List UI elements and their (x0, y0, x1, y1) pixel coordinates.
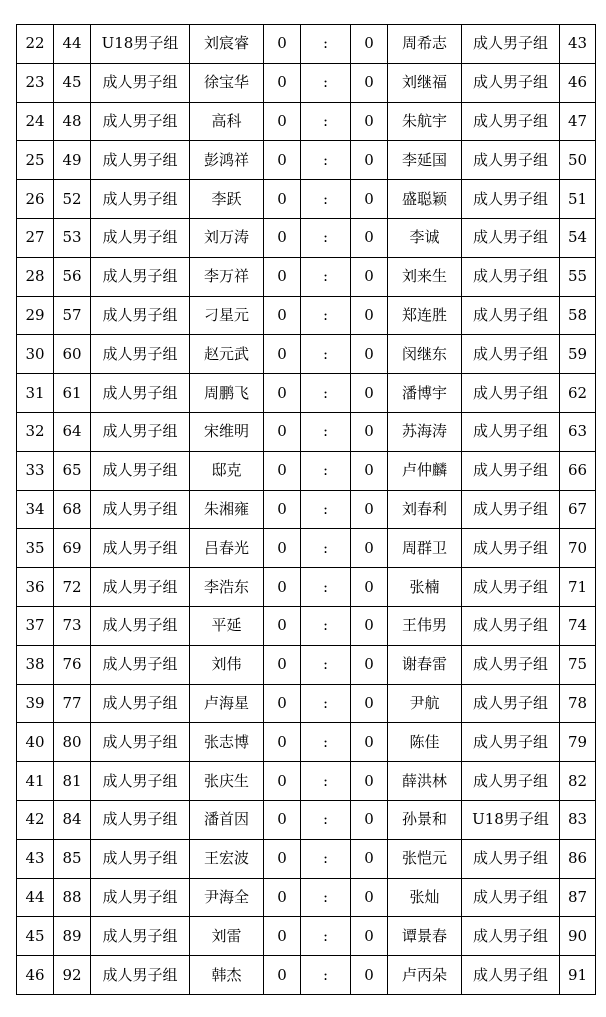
home-group: 成人男子组 (91, 335, 190, 374)
away-score: 0 (351, 296, 388, 335)
away-player-id: 82 (560, 762, 596, 801)
away-group: 成人男子组 (462, 102, 560, 141)
score-separator: : (301, 374, 351, 413)
away-player-name: 闵继东 (388, 335, 462, 374)
away-group: 成人男子组 (462, 296, 560, 335)
away-group: 成人男子组 (462, 917, 560, 956)
match-number: 42 (17, 800, 54, 839)
home-player-name: 李浩东 (190, 568, 264, 607)
away-player-name: 卢仲麟 (388, 451, 462, 490)
away-group: 成人男子组 (462, 645, 560, 684)
home-group: 成人男子组 (91, 296, 190, 335)
table-row (17, 218, 596, 257)
away-group: 成人男子组 (462, 63, 560, 102)
away-player-id: 51 (560, 180, 596, 219)
home-player-id: 85 (54, 839, 91, 878)
away-group: 成人男子组 (462, 684, 560, 723)
away-player-name: 孙景和 (388, 800, 462, 839)
away-group: 成人男子组 (462, 606, 560, 645)
table-row (17, 839, 596, 878)
away-score: 0 (351, 800, 388, 839)
home-group: 成人男子组 (91, 684, 190, 723)
table-row (17, 723, 596, 762)
home-player-id: 76 (54, 645, 91, 684)
match-number: 34 (17, 490, 54, 529)
match-number: 28 (17, 257, 54, 296)
away-player-id: 78 (560, 684, 596, 723)
match-number: 32 (17, 412, 54, 451)
table-row (17, 412, 596, 451)
home-player-name: 李跃 (190, 180, 264, 219)
home-player-name: 宋维明 (190, 412, 264, 451)
table-row (17, 141, 596, 180)
away-group: 成人男子组 (462, 490, 560, 529)
home-score: 0 (264, 451, 301, 490)
table-row (17, 490, 596, 529)
away-player-id: 55 (560, 257, 596, 296)
home-group: U18男子组 (91, 25, 190, 64)
home-score: 0 (264, 374, 301, 413)
score-separator: : (301, 568, 351, 607)
score-separator: : (301, 800, 351, 839)
table-row (17, 800, 596, 839)
table-row (17, 684, 596, 723)
home-group: 成人男子组 (91, 956, 190, 995)
table-row (17, 762, 596, 801)
away-score: 0 (351, 218, 388, 257)
score-separator: : (301, 257, 351, 296)
home-player-id: 45 (54, 63, 91, 102)
score-separator: : (301, 412, 351, 451)
match-number: 26 (17, 180, 54, 219)
match-number: 36 (17, 568, 54, 607)
home-player-name: 周鹏飞 (190, 374, 264, 413)
away-score: 0 (351, 25, 388, 64)
away-score: 0 (351, 490, 388, 529)
home-score: 0 (264, 257, 301, 296)
home-score: 0 (264, 529, 301, 568)
home-group: 成人男子组 (91, 839, 190, 878)
score-separator: : (301, 917, 351, 956)
away-player-id: 83 (560, 800, 596, 839)
home-player-name: 吕春光 (190, 529, 264, 568)
table-row (17, 180, 596, 219)
home-score: 0 (264, 412, 301, 451)
table-row (17, 529, 596, 568)
score-separator: : (301, 684, 351, 723)
home-score: 0 (264, 63, 301, 102)
match-number: 39 (17, 684, 54, 723)
home-score: 0 (264, 878, 301, 917)
match-number: 41 (17, 762, 54, 801)
score-separator: : (301, 490, 351, 529)
home-player-name: 彭鸿祥 (190, 141, 264, 180)
home-score: 0 (264, 568, 301, 607)
home-group: 成人男子组 (91, 917, 190, 956)
away-group: 成人男子组 (462, 762, 560, 801)
home-player-id: 80 (54, 723, 91, 762)
home-group: 成人男子组 (91, 490, 190, 529)
match-number: 22 (17, 25, 54, 64)
away-player-id: 47 (560, 102, 596, 141)
away-player-name: 谢春雷 (388, 645, 462, 684)
away-player-name: 刘继福 (388, 63, 462, 102)
away-player-id: 43 (560, 25, 596, 64)
away-player-name: 薛洪林 (388, 762, 462, 801)
home-score: 0 (264, 606, 301, 645)
away-player-name: 盛聪颖 (388, 180, 462, 219)
home-player-id: 48 (54, 102, 91, 141)
away-group: 成人男子组 (462, 218, 560, 257)
away-group: 成人男子组 (462, 374, 560, 413)
home-group: 成人男子组 (91, 102, 190, 141)
away-score: 0 (351, 606, 388, 645)
away-score: 0 (351, 451, 388, 490)
match-number: 24 (17, 102, 54, 141)
away-player-name: 尹航 (388, 684, 462, 723)
away-player-name: 张楠 (388, 568, 462, 607)
home-player-name: 韩杰 (190, 956, 264, 995)
table-row (17, 63, 596, 102)
home-player-name: 尹海全 (190, 878, 264, 917)
score-separator: : (301, 141, 351, 180)
home-group: 成人男子组 (91, 723, 190, 762)
away-player-name: 潘博宇 (388, 374, 462, 413)
score-separator: : (301, 762, 351, 801)
score-separator: : (301, 529, 351, 568)
home-player-name: 徐宝华 (190, 63, 264, 102)
away-group: 成人男子组 (462, 257, 560, 296)
home-group: 成人男子组 (91, 568, 190, 607)
away-player-name: 郑连胜 (388, 296, 462, 335)
away-score: 0 (351, 645, 388, 684)
away-score: 0 (351, 529, 388, 568)
score-separator: : (301, 878, 351, 917)
home-group: 成人男子组 (91, 645, 190, 684)
away-player-name: 陈佳 (388, 723, 462, 762)
home-score: 0 (264, 180, 301, 219)
home-group: 成人男子组 (91, 529, 190, 568)
home-player-name: 刘伟 (190, 645, 264, 684)
match-number: 40 (17, 723, 54, 762)
away-player-id: 62 (560, 374, 596, 413)
away-group: 成人男子组 (462, 529, 560, 568)
home-score: 0 (264, 490, 301, 529)
home-player-name: 刘万涛 (190, 218, 264, 257)
score-separator: : (301, 218, 351, 257)
home-score: 0 (264, 839, 301, 878)
match-number: 43 (17, 839, 54, 878)
home-player-id: 88 (54, 878, 91, 917)
match-number: 35 (17, 529, 54, 568)
home-group: 成人男子组 (91, 762, 190, 801)
home-score: 0 (264, 102, 301, 141)
away-player-name: 张恺元 (388, 839, 462, 878)
away-player-id: 86 (560, 839, 596, 878)
match-number: 37 (17, 606, 54, 645)
away-group: U18男子组 (462, 800, 560, 839)
away-player-id: 46 (560, 63, 596, 102)
score-separator: : (301, 180, 351, 219)
away-score: 0 (351, 762, 388, 801)
home-player-id: 84 (54, 800, 91, 839)
table-row (17, 956, 596, 995)
away-group: 成人男子组 (462, 956, 560, 995)
home-score: 0 (264, 25, 301, 64)
away-player-id: 70 (560, 529, 596, 568)
home-score: 0 (264, 723, 301, 762)
match-number: 44 (17, 878, 54, 917)
away-group: 成人男子组 (462, 723, 560, 762)
home-player-id: 68 (54, 490, 91, 529)
home-player-id: 65 (54, 451, 91, 490)
away-score: 0 (351, 102, 388, 141)
away-player-name: 刘春利 (388, 490, 462, 529)
home-player-id: 73 (54, 606, 91, 645)
home-score: 0 (264, 917, 301, 956)
away-player-name: 王伟男 (388, 606, 462, 645)
away-player-id: 50 (560, 141, 596, 180)
home-player-name: 张志博 (190, 723, 264, 762)
away-player-name: 周群卫 (388, 529, 462, 568)
home-player-name: 王宏波 (190, 839, 264, 878)
home-score: 0 (264, 335, 301, 374)
home-group: 成人男子组 (91, 141, 190, 180)
away-group: 成人男子组 (462, 451, 560, 490)
home-group: 成人男子组 (91, 878, 190, 917)
home-player-id: 53 (54, 218, 91, 257)
away-player-id: 79 (560, 723, 596, 762)
home-player-id: 57 (54, 296, 91, 335)
home-player-id: 69 (54, 529, 91, 568)
match-number: 25 (17, 141, 54, 180)
score-separator: : (301, 63, 351, 102)
home-group: 成人男子组 (91, 63, 190, 102)
home-player-id: 56 (54, 257, 91, 296)
table-row (17, 878, 596, 917)
home-player-name: 刘雷 (190, 917, 264, 956)
table-row (17, 917, 596, 956)
home-player-name: 李万祥 (190, 257, 264, 296)
home-player-id: 60 (54, 335, 91, 374)
table-row (17, 296, 596, 335)
home-player-name: 卢海星 (190, 684, 264, 723)
home-player-id: 72 (54, 568, 91, 607)
away-score: 0 (351, 568, 388, 607)
match-number: 38 (17, 645, 54, 684)
score-separator: : (301, 723, 351, 762)
away-score: 0 (351, 839, 388, 878)
home-player-name: 刘宸睿 (190, 25, 264, 64)
score-separator: : (301, 102, 351, 141)
home-group: 成人男子组 (91, 800, 190, 839)
home-player-name: 平延 (190, 606, 264, 645)
match-number: 31 (17, 374, 54, 413)
match-number: 30 (17, 335, 54, 374)
away-player-name: 谭景春 (388, 917, 462, 956)
away-player-name: 周希志 (388, 25, 462, 64)
away-player-id: 91 (560, 956, 596, 995)
home-score: 0 (264, 956, 301, 995)
away-player-id: 54 (560, 218, 596, 257)
away-score: 0 (351, 684, 388, 723)
away-player-id: 90 (560, 917, 596, 956)
away-score: 0 (351, 63, 388, 102)
home-score: 0 (264, 800, 301, 839)
match-number: 27 (17, 218, 54, 257)
home-player-id: 64 (54, 412, 91, 451)
away-score: 0 (351, 956, 388, 995)
away-player-id: 67 (560, 490, 596, 529)
away-player-name: 朱航宇 (388, 102, 462, 141)
match-number: 46 (17, 956, 54, 995)
score-separator: : (301, 839, 351, 878)
home-player-id: 89 (54, 917, 91, 956)
score-separator: : (301, 451, 351, 490)
away-player-id: 58 (560, 296, 596, 335)
match-table-body (17, 25, 596, 995)
home-score: 0 (264, 296, 301, 335)
home-group: 成人男子组 (91, 257, 190, 296)
home-group: 成人男子组 (91, 451, 190, 490)
away-player-name: 李延国 (388, 141, 462, 180)
table-row (17, 25, 596, 64)
table-row (17, 335, 596, 374)
table-row (17, 374, 596, 413)
match-number: 33 (17, 451, 54, 490)
home-player-name: 张庆生 (190, 762, 264, 801)
away-group: 成人男子组 (462, 839, 560, 878)
home-group: 成人男子组 (91, 180, 190, 219)
away-group: 成人男子组 (462, 412, 560, 451)
home-score: 0 (264, 141, 301, 180)
away-player-name: 张灿 (388, 878, 462, 917)
away-group: 成人男子组 (462, 141, 560, 180)
table-row (17, 606, 596, 645)
away-player-id: 66 (560, 451, 596, 490)
away-group: 成人男子组 (462, 335, 560, 374)
away-score: 0 (351, 412, 388, 451)
away-score: 0 (351, 723, 388, 762)
home-player-name: 刁星元 (190, 296, 264, 335)
home-player-name: 赵元武 (190, 335, 264, 374)
score-separator: : (301, 25, 351, 64)
match-number: 23 (17, 63, 54, 102)
away-player-name: 苏海涛 (388, 412, 462, 451)
home-group: 成人男子组 (91, 412, 190, 451)
score-separator: : (301, 956, 351, 995)
score-separator: : (301, 645, 351, 684)
away-score: 0 (351, 141, 388, 180)
home-group: 成人男子组 (91, 374, 190, 413)
table-row (17, 568, 596, 607)
score-separator: : (301, 296, 351, 335)
home-player-id: 52 (54, 180, 91, 219)
home-score: 0 (264, 645, 301, 684)
score-separator: : (301, 606, 351, 645)
table-row (17, 645, 596, 684)
home-player-id: 61 (54, 374, 91, 413)
home-score: 0 (264, 684, 301, 723)
away-score: 0 (351, 878, 388, 917)
home-score: 0 (264, 762, 301, 801)
home-player-name: 高科 (190, 102, 264, 141)
away-player-name: 刘来生 (388, 257, 462, 296)
away-score: 0 (351, 257, 388, 296)
home-player-name: 朱湘雍 (190, 490, 264, 529)
away-player-name: 李诚 (388, 218, 462, 257)
match-number: 45 (17, 917, 54, 956)
home-player-id: 92 (54, 956, 91, 995)
home-player-id: 49 (54, 141, 91, 180)
home-player-id: 81 (54, 762, 91, 801)
home-group: 成人男子组 (91, 218, 190, 257)
home-group: 成人男子组 (91, 606, 190, 645)
home-score: 0 (264, 218, 301, 257)
match-table (16, 24, 596, 995)
away-group: 成人男子组 (462, 878, 560, 917)
away-player-name: 卢丙朵 (388, 956, 462, 995)
match-number: 29 (17, 296, 54, 335)
home-player-name: 邸克 (190, 451, 264, 490)
away-player-id: 87 (560, 878, 596, 917)
table-row (17, 102, 596, 141)
home-player-id: 77 (54, 684, 91, 723)
home-player-id: 44 (54, 25, 91, 64)
score-separator: : (301, 335, 351, 374)
away-player-id: 75 (560, 645, 596, 684)
table-row (17, 257, 596, 296)
away-player-id: 71 (560, 568, 596, 607)
away-group: 成人男子组 (462, 568, 560, 607)
away-player-id: 74 (560, 606, 596, 645)
away-score: 0 (351, 335, 388, 374)
away-score: 0 (351, 374, 388, 413)
away-score: 0 (351, 917, 388, 956)
table-row (17, 451, 596, 490)
away-group: 成人男子组 (462, 180, 560, 219)
away-player-id: 59 (560, 335, 596, 374)
away-player-id: 63 (560, 412, 596, 451)
away-score: 0 (351, 180, 388, 219)
home-player-name: 潘首因 (190, 800, 264, 839)
away-group: 成人男子组 (462, 25, 560, 64)
